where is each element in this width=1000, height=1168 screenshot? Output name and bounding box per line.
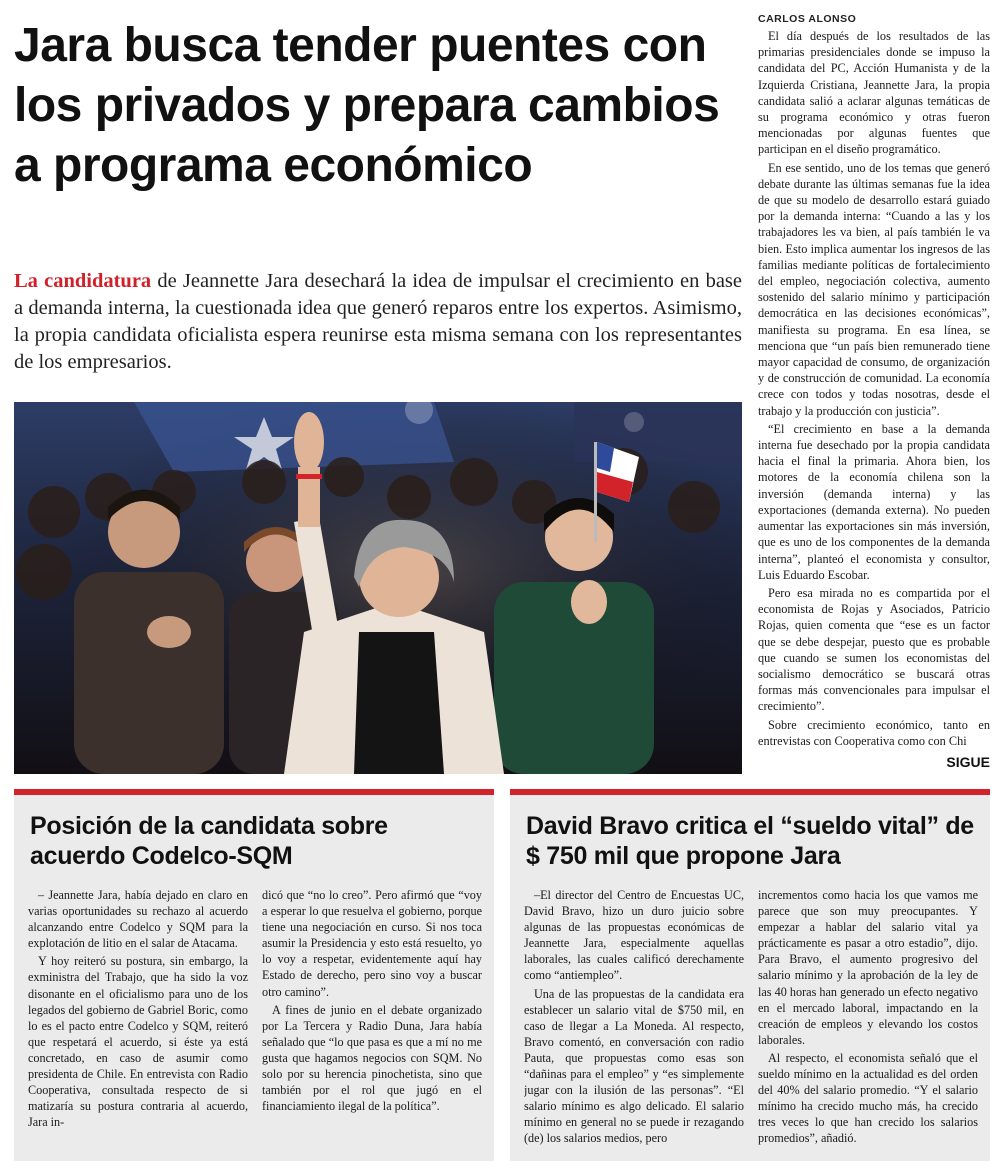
lead-kicker: La candidatura bbox=[14, 270, 152, 292]
article-body bbox=[758, 28, 990, 754]
box-paragraph: Al respecto, el economista señaló que el sueldo mínimo en la actualidad es del orden del 40% del salario promedio. “Y el salario mínimo ha crecido mucho más, ha crecido tres veces lo que han crecido los salarios promedios”, añadió. bbox=[758, 1050, 978, 1146]
campaign-photo bbox=[14, 402, 742, 774]
lead-text: de Jeannette Jara desechará la idea de impulsar el crecimiento en base a demanda interna, la cuestionada idea que generó reparos entre los expertos. Asimismo, la propia candidata oficialista espera reunirse esta misma semana con los representantes de los empresarios. bbox=[14, 270, 742, 373]
person-left-coat bbox=[74, 572, 224, 774]
sidebar-box-codelco bbox=[14, 789, 494, 1161]
box-title: Posición de la candidata sobre acuerdo Codelco-SQM bbox=[30, 812, 388, 870]
box-paragraph: dicó que “no lo creo”. Pero afirmó que “voy a esperar lo que resuelva el gobierno, porque tiene una negociación en curso. Si nos toca asumir la Presidencia y esto está resuelto, yo lo voy a respetar, evidentemente aquí hay Estado de derecho, pero sino voy a buscar otro camino”. bbox=[262, 888, 482, 999]
continued-label: SIGUE bbox=[946, 754, 990, 770]
box-paragraph: incrementos como hacia los que vamos me parece que son muy preocupantes. Y empezar a hablar del salario vital ya prácticamente es pasar a otro estadio”, dijo. Para Bravo, el aumento progresivo del salario mínimo y la aprobación de la ley de las 40 horas han generado un efecto negativo en el mercado laboral, impactando en la creación de empleos y elevando los costos laborales. bbox=[758, 888, 978, 1047]
box-paragraph: – Jeannette Jara, había dejado en claro en varias oportunidades su rechazo al acuerdo alcanzando entre Codelco y SQM para la explotación de litio en el salar de Atacama. bbox=[28, 888, 248, 951]
box-paragraph: –El director del Centro de Encuestas UC, David Bravo, hizo un duro juicio sobre algunas de las propuestas económicas de Jeannette Jara, especialmente aquellas laborales, las cuales calificó derechamente como “antiempleo”. bbox=[524, 888, 744, 983]
sidebar-box-bravo bbox=[510, 789, 990, 1161]
box-title: David Bravo critica el “sueldo vital” de $ 750 mil que propone Jara bbox=[526, 812, 974, 870]
article-paragraph: El día después de los resultados de las primarias presidenciales donde se impuso la candidata del PC, Acción Humanista y de la Izquierda Cristiana, Jeannette Jara, la propia candidata salió a aclarar algunas temáticas de su programa económico y otras fueron mencionadas por algunas fuentes que participan en el diseño programático. bbox=[758, 29, 990, 157]
box-paragraph: Una de las propuestas de la candidata era establecer un salario vital de $750 mil, en caso de llegar a La Moneda. Al respecto, Bravo comentó, en conversación con radio Pauta, que propuestas como esas son “dañinas para el empleo” y “es simplemente jugar con la ilusión de las personas”. “El salario mínimo es algo delicado. El salario mínimo en general no se puede ir rezagando (de) los salarios medios, pero bbox=[524, 986, 744, 1146]
article-paragraph: Sobre crecimiento económico, tanto en entrevistas con Cooperativa como con Chi bbox=[758, 717, 990, 748]
raised-hand bbox=[294, 412, 324, 472]
box-paragraph: A fines de junio en el debate organizado por La Tercera y Radio Duna, Jara había señalado que “lo que pasa es que a mí no me gusta que hagamos negocios con SQM. No solo por su herencia pinochetista, sino que también por el rol que jugó en el financiamiento ilegal de la política”. bbox=[262, 1002, 482, 1114]
box-paragraph: Y hoy reiteró su postura, sin embargo, la exministra del Trabajo, que ha sido la voz disonante en el oficialismo para uno de los legados del gobierno de Gabriel Boric, como lo es el pacto entre Codelco y SQM, reiteró que respetará el acuerdo, si éste ya está concretado, en caso de asumir como presidenta de Chile. En entrevista con Radio Cooperativa, consultada respecto de si matizaría su postura contraria al acuerdo, Jara in- bbox=[28, 954, 248, 1130]
article-paragraph: Pero esa mirada no es compartida por el economista de Rojas y Asociados, Patricio Rojas, quien comenta que “ese es un factor que se debe despejar, puesto que es probable que cuando se sumen los economistas del socialismo democrático se buscará otras formas más convencionales para impulsar el crecimiento”. bbox=[758, 585, 990, 714]
crowd-photo-illustration bbox=[14, 402, 742, 774]
box-column bbox=[758, 887, 978, 1155]
box-column bbox=[28, 887, 248, 1155]
box-column bbox=[262, 887, 482, 1155]
box-column bbox=[524, 887, 744, 1155]
byline: CARLOS ALONSO bbox=[758, 13, 857, 25]
article-paragraph: En ese sentido, uno de los temas que generó debate durante las últimas semanas fue la idea de que su modelo de desarrollo estará guiado por la demanda interna: “Cuando a las y los trabajadores les va bien, al país también le va bien. Esto implica aumentar los ingresos de las familias mediante políticas de fortalecimiento del empleo, negociación colectiva, aumento sostenido del salario mínimo y participación democrática en las decisiones económicas”, manifiesta su programa. En esa línea, se menciona que “un país bien remunerado tiene mayor capacidad de consumo, de organización y de construcción de comunidad. La economía crece con todos y todas nosotras, desde el trabajo y la producción con justicia”. bbox=[758, 160, 990, 418]
article-paragraph: “El crecimiento en base a la demanda interna fue desechado por la propia candidata hacia el final la primaria. Ahora bien, los motores de la economía chilena son la inversión (demanda interna) y las exportaciones (demanda externa). No pueden aumentar las exportaciones sin más inversión, que es uno de los componentes de la demanda interna”, planteó el economista y consultor, Luis Eduardo Escobar. bbox=[758, 421, 990, 582]
headline: Jara busca tender puentes con los privados y prepara cambios a programa económico bbox=[14, 19, 720, 192]
lead-paragraph bbox=[14, 268, 742, 376]
